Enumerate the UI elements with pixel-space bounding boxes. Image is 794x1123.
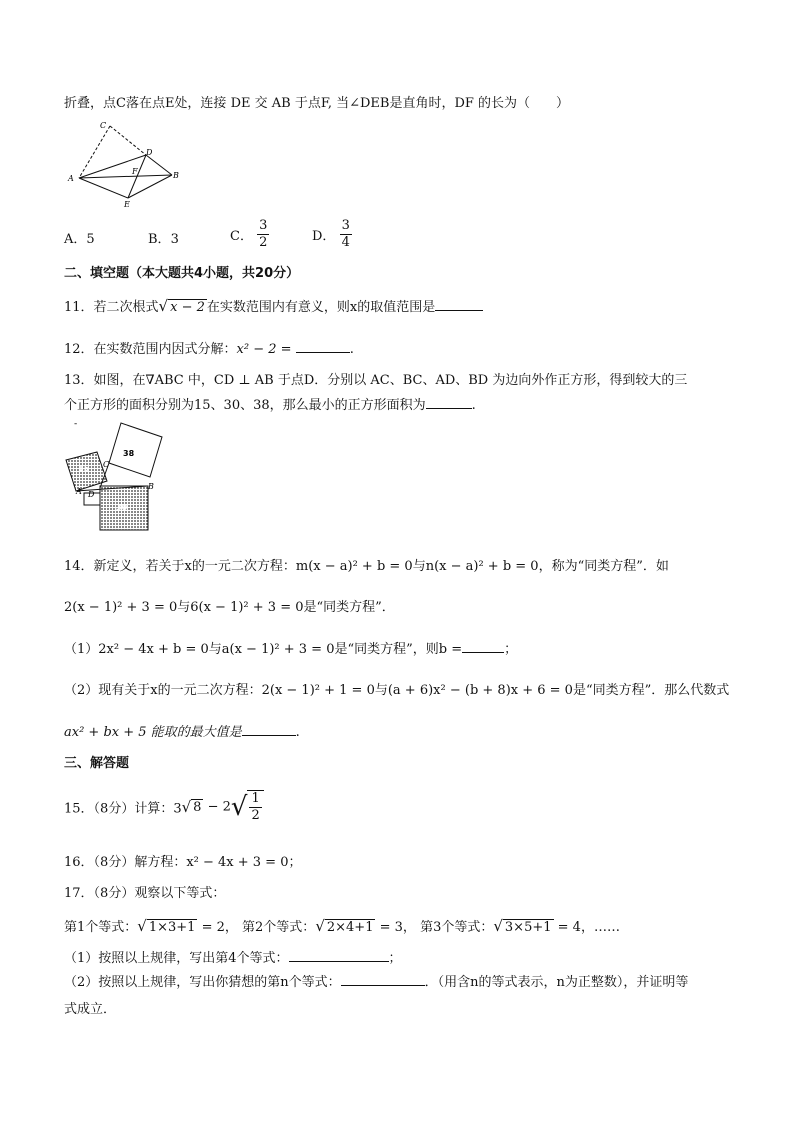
q14-line-2: 2(x − 1)² + 3 = 0与6(x − 1)² + 3 = 0是“同类方程”．	[64, 600, 395, 615]
label-30: 30	[116, 503, 128, 512]
q17-part-2: （2）按照以上规律，写出你猜想的第n个等式： ．（用含n的等式表示，n为正整数），并证明等	[64, 975, 689, 990]
label-c: C	[100, 121, 107, 130]
q17-intro: 17．（8分）观察以下等式：	[64, 886, 226, 901]
q14-part-2: （2）现有关于x的一元二次方程：2(x − 1)² + 1 = 0与(a + 6)x² − (b + 8)x + 6 = 0是“同类方程”．那么代数式	[64, 683, 730, 698]
section-3-title: 三、解答题	[64, 756, 130, 771]
q17-part2-answer-blank[interactable]	[341, 973, 425, 986]
label-b: B	[173, 171, 179, 180]
label-f: F	[132, 167, 138, 176]
option-a: A．5	[64, 232, 95, 247]
fold-line-cd	[110, 126, 146, 155]
segment-ab	[79, 175, 172, 178]
label-a: A	[68, 174, 74, 183]
label-d: D	[146, 148, 153, 157]
q14-line-1: 14．新定义，若关于x的一元二次方程：m(x − a)² + b = 0与n(x − a)² + b = 0，称为“同类方程”．如	[64, 559, 669, 574]
label-c: C	[103, 460, 110, 469]
q10-stem: 折叠，点C落在点E处，连接 DE 交 AB 于点F, 当∠DEB是直角时，DF 的长为（ ）	[64, 96, 570, 111]
q14-part2-answer-blank[interactable]	[242, 723, 296, 736]
q17-part-2b: 式成立．	[64, 1002, 117, 1017]
q14-part-2b: ax² + bx + 5 能取的最大值是 .	[64, 725, 300, 740]
fold-line-ac	[79, 126, 110, 178]
square-38	[109, 423, 162, 477]
segment-eb	[128, 175, 172, 198]
q12: 12．在实数范围内因式分解：x² − 2 = .	[64, 342, 354, 357]
q13-line-2: 个正方形的面积分别为15、30、38，那么最小的正方形面积为 .	[64, 398, 476, 413]
section-2-title: 二、填空题（本大题共4小题，共20分）	[64, 266, 300, 281]
q17-part-1: （1）按照以上规律，写出第4个等式： ；	[64, 951, 402, 966]
figure-tick-mark: -	[74, 419, 78, 429]
q13-line-1: 13．如图，在∇ABC 中，CD ⊥ AB 于点D．分别以 AC、BC、AD、BD 为边向外作正方形，得到较大的三	[64, 373, 688, 388]
q11: 11．若二次根式√ x − 2 在实数范围内有意义，则x的取值范围是	[64, 296, 483, 315]
label-b: B	[148, 482, 154, 491]
option-c: C． $\frac{3}{2}$	[230, 218, 268, 250]
q13-figure	[62, 418, 172, 538]
q12-answer-blank[interactable]	[296, 340, 350, 353]
q16: 16．（8分）解方程：x² − 4x + 3 = 0；	[64, 855, 302, 870]
segment-ae	[79, 178, 128, 198]
option-d: D． $\frac{3}{4}$	[312, 218, 350, 250]
q14-part1-answer-blank[interactable]	[462, 640, 504, 653]
q17-part1-answer-blank[interactable]	[289, 949, 389, 962]
label-38: 38	[123, 449, 135, 458]
option-b: B．3	[148, 232, 179, 247]
q14-part-1: （1）2x² − 4x + b = 0与a(x − 1)² + 3 = 0是“同类方程”，则b = ；	[64, 642, 518, 657]
segment-db	[146, 155, 172, 175]
q13-answer-blank[interactable]	[426, 396, 472, 409]
q15: 15．（8分）计算：3√ 8 − 2√ $\frac{1}{2}$	[64, 790, 264, 824]
q11-answer-blank[interactable]	[435, 298, 483, 311]
label-e: E	[124, 200, 130, 209]
q17-examples: 第1个等式：√ 1×3+1 = 2， 第2个等式：√ 2×4+1 = 3， 第3个等式：√ 3×5+1 = 4，……	[64, 917, 620, 935]
label-a: A	[76, 487, 82, 496]
label-15: 15	[78, 464, 90, 473]
q10-figure	[62, 118, 187, 210]
label-d: D	[88, 490, 95, 499]
